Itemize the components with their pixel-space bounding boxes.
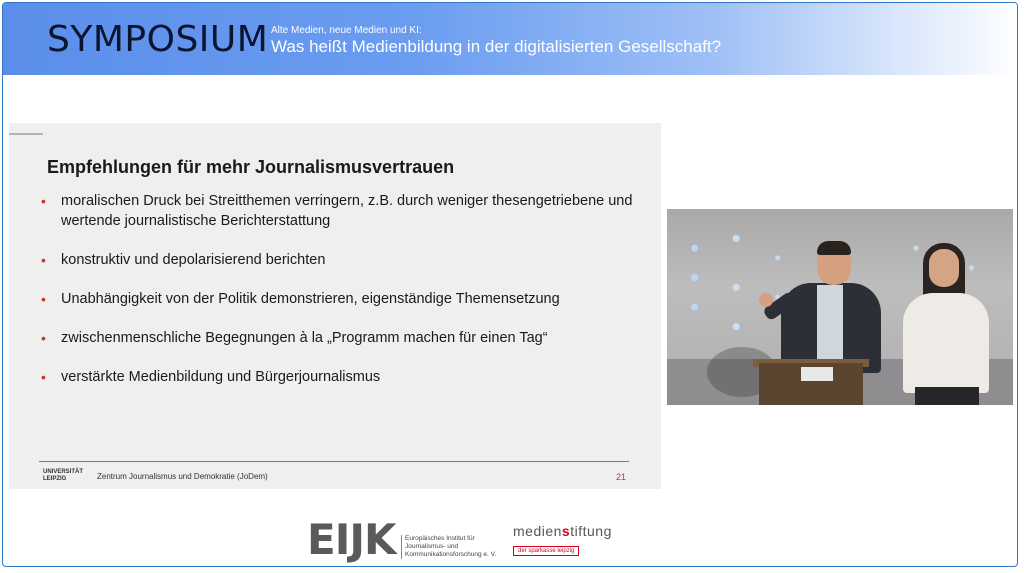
bullet-item	[37, 250, 637, 270]
bullet-item	[37, 367, 637, 387]
speaker-video-feed	[667, 209, 1013, 405]
ms-prefix: medien	[513, 523, 562, 539]
medienstiftung-subline: der sparkasse leipzig	[513, 546, 579, 556]
brand-title: SYMPOSIUM	[47, 19, 269, 60]
speaker-hand	[759, 293, 773, 307]
bullet-icon: •	[41, 252, 46, 268]
header-subtitle-small: Alte Medien, neue Medien und KI:	[271, 25, 422, 36]
sponsor-logos	[303, 517, 643, 567]
bullet-text: zwischenmenschliche Begegnungen à la „Programm machen für einen Tag“	[61, 330, 548, 346]
presentation-slide	[9, 123, 661, 489]
bullet-text: verstärkte Medienbildung und Bürgerjournalismus	[61, 369, 381, 385]
eijk-line: Europäisches Institut für	[405, 535, 475, 542]
bullet-text: konstruktiv und depolarisierend berichten	[61, 252, 326, 268]
medienstiftung-logo	[513, 523, 633, 557]
slide-title: Empfehlungen für mehr Journalismusvertrauen	[47, 157, 455, 177]
bullet-text: moralischen Druck bei Streitthemen verringern, z.B. durch weniger thesengetriebene und wertende journalistische Berichterstattung	[61, 193, 633, 229]
bullet-icon: •	[41, 369, 46, 385]
presenter-legs	[915, 387, 979, 405]
slide-divider	[9, 133, 43, 135]
university-city: LEIPZIG	[43, 476, 67, 482]
bullet-item	[37, 289, 637, 309]
header-subtitle-main: Was heißt Medienbildung in der digitalisierten Gesellschaft?	[271, 37, 722, 56]
bullet-item	[37, 328, 637, 348]
slide-page-number: 21	[616, 472, 627, 482]
symposium-header	[3, 3, 1018, 75]
eijk-line: Journalismus- und	[405, 543, 459, 550]
speaker-shirt	[817, 285, 843, 365]
broadcast-frame	[2, 2, 1018, 567]
ms-highlight: s	[561, 523, 571, 539]
ms-suffix: tiftung	[570, 523, 612, 539]
presenter-head-icon	[929, 249, 959, 287]
bullet-item	[37, 191, 637, 231]
eijk-description	[401, 535, 525, 559]
bullet-icon: •	[41, 193, 46, 209]
eijk-logo: EIJK	[307, 515, 396, 564]
bullet-text: Unabhängigkeit von der Politik demonstrieren, eigenständige Themensetzung	[61, 291, 560, 307]
slide-bullet-list	[37, 191, 637, 406]
medienstiftung-wordmark	[513, 523, 633, 539]
slide-footer-divider	[39, 461, 629, 462]
slide-footer-text: Zentrum Journalismus und Demokratie (JoDem)	[97, 472, 268, 481]
podium-nameplate	[801, 367, 833, 381]
bullet-icon: •	[41, 291, 46, 307]
speaker-hair	[817, 241, 851, 255]
bullet-icon: •	[41, 330, 46, 346]
university-logo	[43, 469, 83, 483]
university-name: UNIVERSITÄT	[43, 469, 84, 475]
eijk-line: Kommunikationsforschung e. V.	[405, 551, 497, 558]
presenter-body-icon	[903, 293, 989, 393]
